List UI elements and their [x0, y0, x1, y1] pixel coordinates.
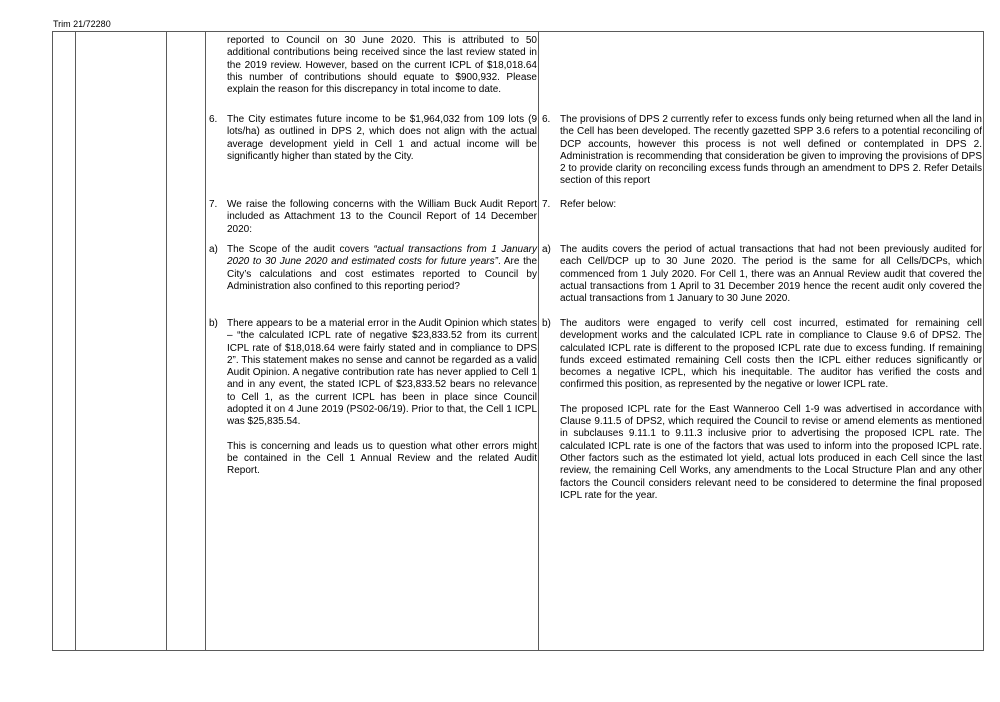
left-item-6	[209, 114, 539, 174]
right-item-b	[542, 318, 982, 501]
item-number: a)	[209, 244, 218, 255]
item-text: Refer below:	[560, 199, 617, 210]
item-text: The Scope of the audit covers “actual transactions from 1 January 2020 to 30 June 2020 and estimated costs for future years”. Are the City’s calculations and cost estimates reported to Council by Administration also confined to this reporting period?	[227, 244, 538, 292]
left-intro-paragraph: reported to Council on 30 June 2020. This is attributed to 50 additional contributions being received since the last review stated in the 2019 review. However, based on the current ICPL of $18,018.64 this number of contributions should equate to $900,932. Please explain the reason for this discrepancy in total income to date.	[227, 35, 537, 96]
column-divider-1	[75, 32, 76, 650]
item-text-continued: The proposed ICPL rate for the East Wanneroo Cell 1-9 was advertised in accordance with Clause 9.11.5 of DPS2, which required the Council to revise or amend elements as mentioned in subclauses 9.11.1 to 9.11.3 inclusive prior to advertising the proposed ICPL rate. The calculated ICPL rate is one of the factors that was used to inform into the proposed ICPL rate. Other factors such as the estimated lot yield, actual lots produced in each Cell since the last review, the remaining Cell Works, any amendments to the Local Structure Plan and any other factors the Council considers relevant need to be considered to determine the final proposed ICPL rate for the year.	[560, 403, 982, 501]
item-text: The provisions of DPS 2 currently refer to excess funds only being returned when all the land in the Cell has been developed. The recently gazetted SPP 3.6 refers to a potential reconciling of DCP accounts, however this process is not well defined or contemplated in DPS 2. Administration is recommending that consideration be given to improving the provisions of DPS 2 to provide clarity on reconciling excess funds through an amendment to DPS 2. Refer Details section of this report	[560, 114, 982, 187]
item-number: a)	[542, 244, 551, 255]
item-number: 7.	[209, 199, 218, 210]
item-text: The auditors were engaged to verify cell cost incurred, estimated for remaining cell development works and the calculated ICPL rate in compliance to Clause 9.6 of DPS2. The calculated ICPL rate is different to the proposed ICPL rate due to excess funding. If remaining funds exceed estimated remaining Cell costs then the ICPL either reduces significantly or becomes a negative ICPL, which his inequitable. The auditor has verified the costs and confirmed this position, as represented by the negative or lower ICPL rate.	[560, 318, 982, 391]
item-number: 7.	[542, 199, 551, 210]
item-text: The audits covers the period of actual transactions that had not been previously audited for each Cell/DCP up to 30 June 2020. The period is the same for all Cells/DCPs, which commenced from 1 July 2020. For Cell 1, there was an Annual Review audit that covered the actual transactions from 1 April to 31 December 2019 hence the recent audit only covered the actual transactions from 1 January to 30 June 2020.	[560, 244, 982, 305]
item-number: 6.	[542, 114, 551, 125]
item-text-continued: This is concerning and leads us to question what other errors might be contained in the Cell 1 Annual Review and the related Audit Report.	[227, 440, 537, 477]
trim-reference: Trim 21/72280	[53, 19, 111, 29]
left-item-a	[209, 244, 539, 296]
right-item-a	[542, 244, 982, 306]
item-number: b)	[209, 318, 218, 329]
right-item-6	[542, 114, 982, 189]
item-number: 6.	[209, 114, 218, 125]
item-text: There appears to be a material error in the Audit Opinion which states – “the calculated ICPL rate of negative $23,833.52 from its current ICPL rate of $18,018.64 were fairly stated and in compliance to DPS 2”. This statement makes no sense and cannot be regarded as a valid Audit Opinion. A negative contribution rate has never applied to Cell 1 and in any event, the stated ICPL of $23,833.52 bears no relevance to Cell 1, as the current ICPL has been in place since Council adopted it on 4 June 2019 (PS02-06/19). Prior to that, the Cell 1 ICPL was $25,835.54.	[227, 318, 537, 428]
column-divider-2	[166, 32, 167, 650]
item-text: We raise the following concerns with the William Buck Audit Report included as Attachment 13 to the Council Report of 14 December 2020:	[227, 199, 537, 235]
item-number: b)	[542, 318, 551, 329]
item-text: The City estimates future income to be $1,964,032 from 109 lots (9 lots/ha) as outlined in DPS 2, which does not align with the actual average development yield in Cell 1 and actual income will be significantly higher than stated by the City.	[227, 114, 537, 162]
document-table	[52, 31, 984, 651]
right-item-7	[542, 199, 982, 213]
column-divider-3	[205, 32, 206, 650]
left-item-7	[209, 199, 539, 239]
left-item-b	[209, 318, 539, 478]
quoted-scope: “actual transactions from 1 January 2020 to 30 June 2020 and estimated costs for future years”	[227, 244, 537, 268]
